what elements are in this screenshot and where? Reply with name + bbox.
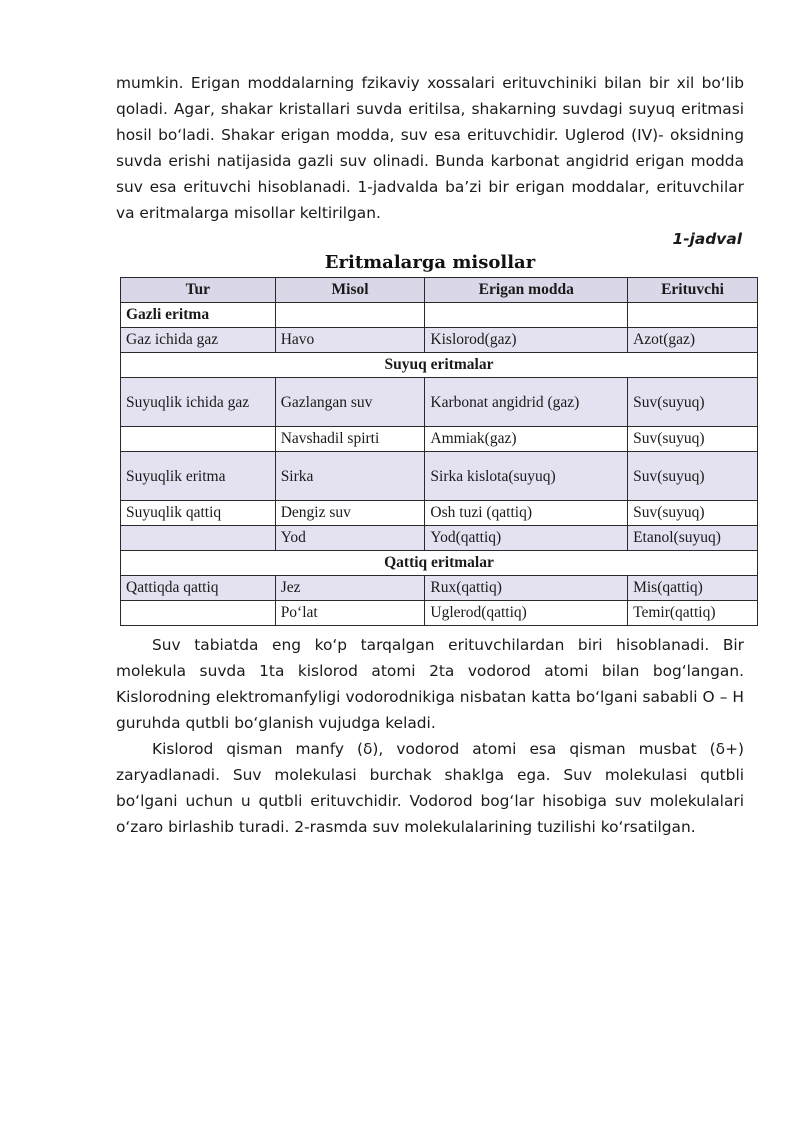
table-cell: Rux(qattiq) (425, 576, 628, 601)
table-cell: Uglerod(qattiq) (425, 601, 628, 626)
intro-paragraph: mumkin. Erigan moddalarning fzikaviy xossalari erituvchiniki bilan bir xil bo‘lib qoladi. Agar, shakar kristallari suvda eritilsa, shakarning suvdagi suyuq eritmasi hosil bo‘ladi. Shakar erigan modda, suv esa erituvchidir. Uglerod (IV)- oksidning suvda erishi natijasida gazli suv olinadi. Bunda karbonat angidrid erigan modda suv esa erituvchi hisoblanadi. 1-jadvalda ba’zi bir erigan moddalar, erituvchilar va eritmalarga misollar keltirilgan. (116, 74, 744, 222)
table-cell: Sirka (275, 452, 425, 501)
table-cell: Azot(gaz) (628, 328, 758, 353)
table-cell: Po‘lat (275, 601, 425, 626)
table-cell: Ammiak(gaz) (425, 427, 628, 452)
header-cell: Tur (121, 278, 276, 303)
table-row (121, 303, 758, 328)
table-header-row (121, 278, 758, 303)
section-heading: Qattiq eritmalar (121, 551, 758, 576)
table-title: Eritmalarga misollar (324, 252, 536, 273)
paragraph-water-solvent: Suv tabiatda eng ko‘p tarqalgan erituvchilardan biri hisoblanadi. Bir molekula suvda 1ta kislorod atomi 2ta vodorod atomi bilan bog‘langan. Kislorodning elektromanfyligi vodorodnikiga nisbatan katta bo‘lgani sababli O – H guruhda qutbli bo‘glanish vujudga keladi. (116, 636, 744, 732)
table-cell: Yod (275, 526, 425, 551)
table-cell (275, 303, 425, 328)
page-content (116, 70, 744, 840)
table-cell: Jez (275, 576, 425, 601)
table-row (121, 576, 758, 601)
table-cell: Etanol(suyuq) (628, 526, 758, 551)
table-row (121, 601, 758, 626)
table-row (121, 427, 758, 452)
table-cell (121, 601, 276, 626)
table-cell: Gazlangan suv (275, 378, 425, 427)
table-cell: Navshadil spirti (275, 427, 425, 452)
table-cell: Mis(qattiq) (628, 576, 758, 601)
table-row (121, 551, 758, 576)
solutions-table (120, 277, 758, 626)
paragraph-water-polarity: Kislorod qisman manfy (δ), vodorod atomi esa qisman musbat (δ+) zaryadlanadi. Suv molekulasi burchak shaklga ega. Suv molekulasi qutbli bo‘lgani uchun u qutbli erituvchidir. Vodorod bog‘lar hisobiga suv molekulalari o‘zaro birlashib turadi. 2-rasmda suv molekulalarining tuzilishi ko‘rsatilgan. (116, 740, 744, 836)
table-cell: Kislorod(gaz) (425, 328, 628, 353)
table-row (121, 452, 758, 501)
table-cell: Suyuqlik ichida gaz (121, 378, 276, 427)
table-cell: Karbonat angidrid (gaz) (425, 378, 628, 427)
section-cell: Gazli eritma (121, 303, 276, 328)
table-cell (121, 526, 276, 551)
table-cell (425, 303, 628, 328)
table-cell: Havo (275, 328, 425, 353)
table-cell: Suyuqlik qattiq (121, 501, 276, 526)
table-cell: Suv(suyuq) (628, 427, 758, 452)
table-row (121, 501, 758, 526)
table-cell: Suv(suyuq) (628, 378, 758, 427)
table-row (121, 526, 758, 551)
table-row (121, 328, 758, 353)
table-cell: Suyuqlik eritma (121, 452, 276, 501)
table-cell: Suv(suyuq) (628, 452, 758, 501)
table-cell: Yod(qattiq) (425, 526, 628, 551)
header-cell: Misol (275, 278, 425, 303)
table-row (121, 378, 758, 427)
table-cell: Temir(qattiq) (628, 601, 758, 626)
header-cell: Erigan modda (425, 278, 628, 303)
table-cell: Suv(suyuq) (628, 501, 758, 526)
table-row (121, 353, 758, 378)
table-number: 1-jadval (672, 230, 742, 248)
table-cell: Gaz ichida gaz (121, 328, 276, 353)
table-cell: Sirka kislota(suyuq) (425, 452, 628, 501)
header-cell: Erituvchi (628, 278, 758, 303)
table-cell: Osh tuzi (qattiq) (425, 501, 628, 526)
table-cell (121, 427, 276, 452)
table-cell: Qattiqda qattiq (121, 576, 276, 601)
section-heading: Suyuq eritmalar (121, 353, 758, 378)
table-cell (628, 303, 758, 328)
table-cell: Dengiz suv (275, 501, 425, 526)
